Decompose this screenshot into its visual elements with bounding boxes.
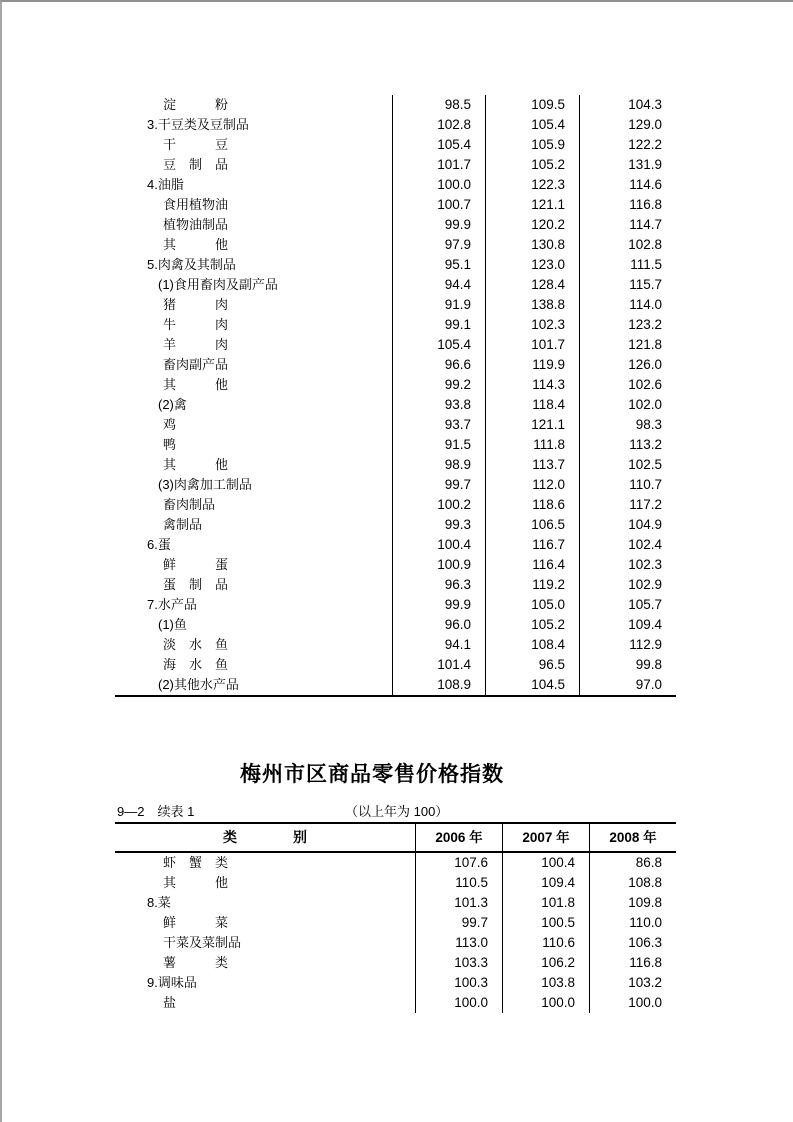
table-row	[115, 95, 676, 115]
row-category-label: 鲜 蛋	[163, 557, 229, 572]
row-index-value: 103.3	[415, 953, 502, 973]
row-index-value: 99.7	[392, 475, 485, 495]
row-index-value: 110.5	[415, 873, 502, 893]
row-index-value: 97.9	[392, 235, 485, 255]
row-index-value: 101.4	[392, 655, 485, 675]
row-category-label: 其 他	[163, 875, 229, 890]
table-row	[115, 635, 676, 655]
row-index-value: 102.0	[579, 395, 676, 415]
row-index-value: 96.0	[392, 615, 485, 635]
row-index-value: 117.2	[579, 495, 676, 515]
row-index-value: 109.4	[502, 873, 589, 893]
row-index-value: 121.1	[485, 195, 579, 215]
row-index-value: 102.9	[579, 575, 676, 595]
row-index-value: 111.8	[485, 435, 579, 455]
row-index-value: 98.3	[579, 415, 676, 435]
row-index-value: 108.4	[485, 635, 579, 655]
row-index-value: 119.2	[485, 575, 579, 595]
row-index-value: 99.3	[392, 515, 485, 535]
row-index-value: 131.9	[579, 155, 676, 175]
row-index-value: 113.0	[415, 933, 502, 953]
row-index-value: 102.3	[579, 555, 676, 575]
row-category-label: 盐	[163, 995, 177, 1010]
row-index-value: 109.5	[485, 95, 579, 115]
column-header-2008: 2008 年	[589, 824, 676, 851]
row-index-value: 114.3	[485, 375, 579, 395]
row-category-label: 牛 肉	[163, 317, 229, 332]
row-index-value: 102.3	[485, 315, 579, 335]
row-index-value: 97.0	[579, 675, 676, 695]
table-row	[115, 973, 676, 993]
table-row	[115, 315, 676, 335]
table-row	[115, 415, 676, 435]
row-index-value: 100.2	[392, 495, 485, 515]
table-row	[115, 893, 676, 913]
row-index-value: 138.8	[485, 295, 579, 315]
row-index-value: 99.1	[392, 315, 485, 335]
row-category-label: (2)禽	[158, 397, 187, 412]
page-title: 梅州市区商品零售价格指数	[240, 763, 504, 786]
price-index-table	[115, 822, 676, 1013]
row-index-value: 98.9	[392, 455, 485, 475]
table-row	[115, 615, 676, 635]
table-row	[115, 375, 676, 395]
row-index-value: 106.2	[502, 953, 589, 973]
row-index-value: 105.9	[485, 135, 579, 155]
row-index-value: 105.4	[392, 135, 485, 155]
row-category-label: 植物油制品	[163, 217, 229, 232]
row-category-label: 4.油脂	[147, 177, 184, 192]
table-body	[115, 95, 676, 695]
row-category-label: 9.调味品	[147, 975, 197, 990]
table-row	[115, 873, 676, 893]
row-index-value: 100.4	[502, 853, 589, 873]
table-row	[115, 275, 676, 295]
base-year-note: （以上年为 100）	[345, 804, 449, 819]
row-index-value: 113.2	[579, 435, 676, 455]
row-index-value: 102.5	[579, 455, 676, 475]
table-row	[115, 115, 676, 135]
table-row	[115, 195, 676, 215]
row-category-label: 其 他	[163, 377, 229, 392]
table-row	[115, 515, 676, 535]
row-category-label: (1)食用畜肉及副产品	[158, 277, 278, 292]
row-category-label: 淀 粉	[163, 97, 229, 112]
row-index-value: 109.4	[579, 615, 676, 635]
row-index-value: 105.4	[485, 115, 579, 135]
row-index-value: 86.8	[589, 853, 676, 873]
row-index-value: 96.3	[392, 575, 485, 595]
row-category-label: 鸡	[163, 417, 177, 432]
price-index-table-continued	[115, 95, 676, 697]
row-category-label: 8.菜	[147, 895, 171, 910]
table-row	[115, 535, 676, 555]
row-index-value: 116.8	[579, 195, 676, 215]
row-index-value: 123.0	[485, 255, 579, 275]
row-index-value: 120.2	[485, 215, 579, 235]
row-index-value: 105.2	[485, 155, 579, 175]
row-category-label: (1)鱼	[158, 617, 187, 632]
row-index-value: 104.5	[485, 675, 579, 695]
row-category-label: 海 水 鱼	[163, 657, 229, 672]
row-category-label: 其 他	[163, 457, 229, 472]
row-index-value: 126.0	[579, 355, 676, 375]
row-index-value: 100.4	[392, 535, 485, 555]
row-index-value: 100.0	[502, 993, 589, 1013]
table-number: 9—2 续表 1	[117, 804, 195, 819]
table-row	[115, 475, 676, 495]
row-category-label: 畜肉副产品	[163, 357, 229, 372]
row-category-label: 干菜及菜制品	[163, 935, 242, 950]
row-index-value: 122.3	[485, 175, 579, 195]
row-index-value: 91.9	[392, 295, 485, 315]
row-category-label: 猪 肉	[163, 297, 229, 312]
column-header-2007: 2007 年	[502, 824, 589, 851]
table-row	[115, 495, 676, 515]
table-meta-line	[115, 801, 676, 819]
row-index-value: 122.2	[579, 135, 676, 155]
row-index-value: 116.4	[485, 555, 579, 575]
row-index-value: 107.6	[415, 853, 502, 873]
row-index-value: 94.1	[392, 635, 485, 655]
row-index-value: 102.8	[579, 235, 676, 255]
table-row	[115, 135, 676, 155]
row-index-value: 129.0	[579, 115, 676, 135]
row-category-label: 豆 制 品	[163, 157, 229, 172]
table-row	[115, 155, 676, 175]
row-index-value: 113.7	[485, 455, 579, 475]
row-index-value: 100.0	[392, 175, 485, 195]
row-category-label: 鸭	[163, 437, 177, 452]
table-row	[115, 595, 676, 615]
row-index-value: 99.7	[415, 913, 502, 933]
row-index-value: 114.0	[579, 295, 676, 315]
row-index-value: 98.5	[392, 95, 485, 115]
row-index-value: 94.4	[392, 275, 485, 295]
column-header-category: 类 别	[223, 829, 307, 845]
row-index-value: 96.6	[392, 355, 485, 375]
row-index-value: 121.1	[485, 415, 579, 435]
row-index-value: 108.9	[392, 675, 485, 695]
row-index-value: 102.8	[392, 115, 485, 135]
row-category-label: 5.肉禽及其制品	[147, 257, 236, 272]
row-index-value: 99.9	[392, 595, 485, 615]
row-index-value: 114.7	[579, 215, 676, 235]
row-index-value: 102.4	[579, 535, 676, 555]
table-row	[115, 913, 676, 933]
column-header-2006: 2006 年	[415, 824, 502, 851]
row-index-value: 116.7	[485, 535, 579, 555]
table-row	[115, 655, 676, 675]
row-index-value: 99.2	[392, 375, 485, 395]
row-index-value: 108.8	[589, 873, 676, 893]
row-category-label: 薯 类	[163, 955, 229, 970]
table-row	[115, 953, 676, 973]
row-index-value: 104.9	[579, 515, 676, 535]
row-index-value: 110.7	[579, 475, 676, 495]
row-index-value: 128.4	[485, 275, 579, 295]
row-index-value: 96.5	[485, 655, 579, 675]
row-index-value: 106.3	[589, 933, 676, 953]
row-index-value: 112.9	[579, 635, 676, 655]
row-index-value: 109.8	[589, 893, 676, 913]
row-index-value: 100.3	[415, 973, 502, 993]
row-category-label: 羊 肉	[163, 337, 229, 352]
row-index-value: 130.8	[485, 235, 579, 255]
row-category-label: 干 豆	[163, 137, 229, 152]
row-index-value: 95.1	[392, 255, 485, 275]
row-index-value: 102.6	[579, 375, 676, 395]
table-row	[115, 215, 676, 235]
table-row	[115, 675, 676, 695]
row-index-value: 99.9	[392, 215, 485, 235]
row-index-value: 100.0	[415, 993, 502, 1013]
row-category-label: (2)其他水产品	[158, 677, 239, 692]
table-row	[115, 175, 676, 195]
table-row	[115, 455, 676, 475]
row-index-value: 104.3	[579, 95, 676, 115]
table-row	[115, 295, 676, 315]
row-index-value: 103.8	[502, 973, 589, 993]
row-category-label: (3)肉禽加工制品	[158, 477, 252, 492]
row-index-value: 114.6	[579, 175, 676, 195]
row-index-value: 110.0	[589, 913, 676, 933]
table-row	[115, 853, 676, 873]
row-category-label: 鲜 菜	[163, 915, 229, 930]
table-row	[115, 993, 676, 1013]
row-index-value: 116.8	[589, 953, 676, 973]
row-index-value: 110.6	[502, 933, 589, 953]
row-index-value: 100.5	[502, 913, 589, 933]
row-category-label: 蛋 制 品	[163, 577, 229, 592]
row-index-value: 93.7	[392, 415, 485, 435]
row-category-label: 淡 水 鱼	[163, 637, 229, 652]
row-index-value: 106.5	[485, 515, 579, 535]
table-row	[115, 575, 676, 595]
row-index-value: 105.0	[485, 595, 579, 615]
row-category-label: 7.水产品	[147, 597, 197, 612]
table-row	[115, 395, 676, 415]
row-index-value: 100.9	[392, 555, 485, 575]
row-category-label: 3.干豆类及豆制品	[147, 117, 249, 132]
row-index-value: 115.7	[579, 275, 676, 295]
row-index-value: 91.5	[392, 435, 485, 455]
row-index-value: 119.9	[485, 355, 579, 375]
row-index-value: 118.6	[485, 495, 579, 515]
row-category-label: 虾 蟹 类	[163, 855, 229, 870]
row-category-label: 6.蛋	[147, 537, 171, 552]
row-index-value: 93.8	[392, 395, 485, 415]
table-row	[115, 555, 676, 575]
table-body	[115, 853, 676, 1013]
row-index-value: 123.2	[579, 315, 676, 335]
row-index-value: 105.2	[485, 615, 579, 635]
row-index-value: 105.4	[392, 335, 485, 355]
row-index-value: 121.8	[579, 335, 676, 355]
table-row	[115, 335, 676, 355]
row-index-value: 118.4	[485, 395, 579, 415]
row-index-value: 103.2	[589, 973, 676, 993]
row-index-value: 101.7	[485, 335, 579, 355]
table-row	[115, 435, 676, 455]
row-index-value: 100.0	[589, 993, 676, 1013]
row-index-value: 101.8	[502, 893, 589, 913]
row-index-value: 100.7	[392, 195, 485, 215]
row-category-label: 畜肉制品	[163, 497, 216, 512]
table-row	[115, 235, 676, 255]
row-index-value: 99.8	[579, 655, 676, 675]
row-category-label: 食用植物油	[163, 197, 229, 212]
row-index-value: 101.3	[415, 893, 502, 913]
table-header-row	[115, 822, 676, 853]
row-category-label: 禽制品	[163, 517, 203, 532]
table-row	[115, 933, 676, 953]
row-index-value: 111.5	[579, 255, 676, 275]
table-row	[115, 355, 676, 375]
row-category-label: 其 他	[163, 237, 229, 252]
row-index-value: 101.7	[392, 155, 485, 175]
table-row	[115, 255, 676, 275]
row-index-value: 112.0	[485, 475, 579, 495]
row-index-value: 105.7	[579, 595, 676, 615]
